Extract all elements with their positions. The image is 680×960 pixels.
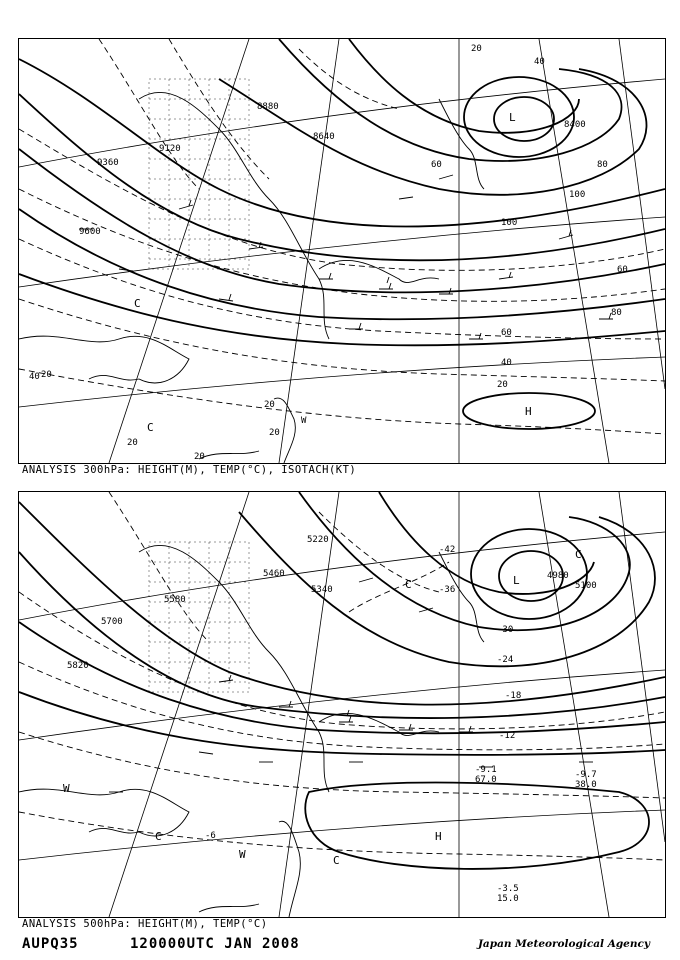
isotach-label: 20 [127, 438, 138, 448]
height-label: 5220 [307, 535, 329, 545]
isotach-label: 60 [617, 265, 628, 275]
station-temp: -3.5 [497, 884, 519, 894]
height-label: 5100 [575, 581, 597, 591]
station-dew: 67.0 [475, 775, 497, 785]
hatched-area [149, 542, 249, 692]
height-label: 9120 [159, 144, 181, 154]
map-300hpa-svg [19, 39, 665, 463]
chart-code: AUPQ35 [22, 936, 79, 952]
high-center: H [435, 830, 442, 843]
temp-label: -36 [439, 585, 456, 595]
isotach-label: 100 [569, 190, 586, 200]
isotach-label: 20 [41, 370, 52, 380]
cold-center: C [155, 830, 162, 843]
isotach-label: 20 [471, 44, 482, 54]
isotach-label: 40 [501, 358, 512, 368]
height-label: 8880 [257, 102, 279, 112]
low-center: L [513, 574, 520, 587]
valid-time: 120000UTC JAN 2008 [130, 936, 300, 952]
high-center: H [525, 405, 532, 418]
isotach-label: 20 [264, 400, 275, 410]
isotach-label: 60 [431, 160, 442, 170]
temp-label: -18 [505, 691, 522, 701]
panel-caption-300hpa: ANALYSIS 300hPa: HEIGHT(M), TEMP(°C), ISOTACH(KT) [22, 464, 357, 476]
map-500hpa-svg [19, 492, 665, 917]
graticule [19, 39, 665, 463]
station-temp: -9.7 [575, 770, 597, 780]
temp-label: -30 [497, 625, 514, 635]
height-label: 8640 [313, 132, 335, 142]
station-temp: -9.1 [475, 765, 497, 775]
warm-center: W [301, 416, 307, 426]
height-label: 9600 [79, 227, 101, 237]
height-label: 5460 [263, 569, 285, 579]
panel-caption-500hpa: ANALYSIS 500hPa: HEIGHT(M), TEMP(°C) [22, 918, 268, 930]
temp-label: -24 [497, 655, 514, 665]
height-contours [19, 492, 665, 869]
low-center: L [509, 111, 516, 124]
height-label: 4980 [547, 571, 569, 581]
temp-label: -12 [499, 731, 516, 741]
agency-name: Japan Meteorological Agency [477, 938, 650, 950]
height-label: 5700 [101, 617, 123, 627]
map-panel-300hpa [18, 38, 666, 464]
temp-label: -42 [439, 545, 456, 555]
isotherms [19, 492, 665, 860]
temp-label: -6 [205, 831, 216, 841]
height-label: 5340 [311, 585, 333, 595]
cold-center: C [405, 578, 412, 591]
station-dew: 15.0 [497, 894, 519, 904]
height-label: 9360 [97, 158, 119, 168]
isotach-label: 80 [597, 160, 608, 170]
cold-center: C [147, 421, 154, 434]
height-label: 8400 [564, 120, 586, 130]
isotach-label: 60 [501, 328, 512, 338]
height-labels [67, 535, 597, 671]
isotach-label: 20 [194, 452, 205, 462]
cold-center: C [134, 297, 141, 310]
isotach-label: 80 [611, 308, 622, 318]
warm-center: W [63, 782, 70, 795]
station-dew: 38.0 [575, 780, 597, 790]
isotach-label: 20 [269, 428, 280, 438]
map-panel-500hpa [18, 491, 666, 918]
wind-barbs [109, 578, 593, 792]
height-label: 5820 [67, 661, 89, 671]
isotach-label: 40 [29, 372, 40, 382]
warm-center: W [239, 848, 246, 861]
height-label: 5580 [164, 595, 186, 605]
speed-label: 100 [501, 218, 518, 228]
cold-center: C [333, 854, 340, 867]
hatched-area [149, 79, 249, 269]
centers [63, 548, 582, 867]
isotach-label: 40 [534, 57, 545, 67]
isotach-label: 20 [497, 380, 508, 390]
cold-center: C [575, 548, 582, 561]
